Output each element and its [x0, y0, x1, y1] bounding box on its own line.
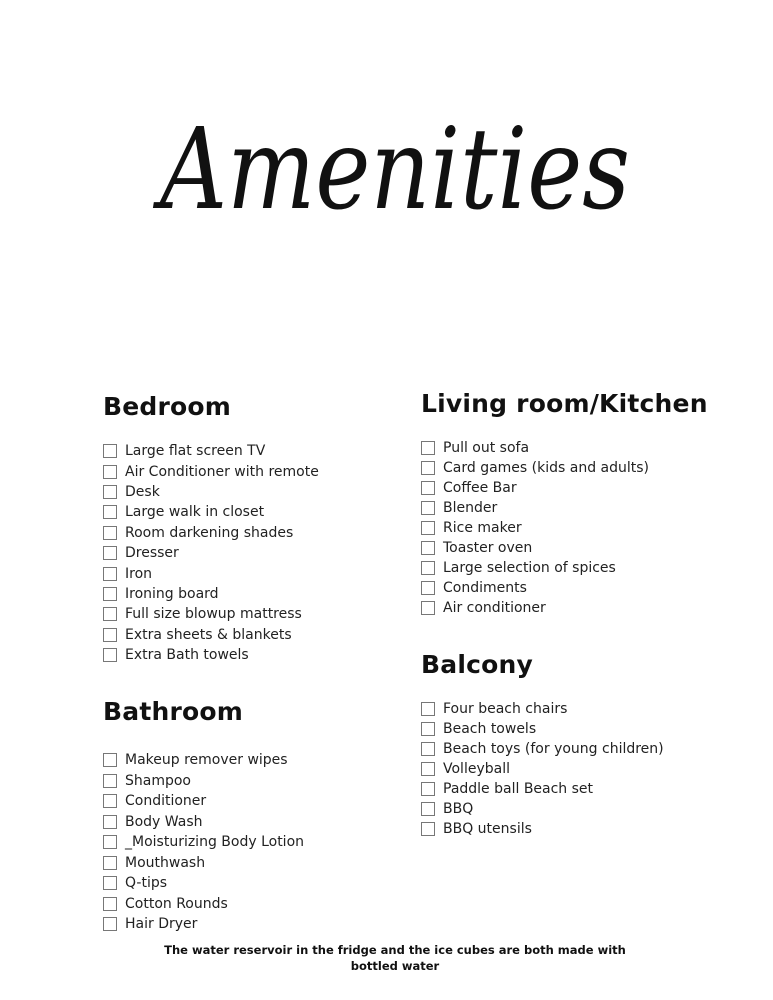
- section-bathroom: [103, 697, 304, 935]
- checkbox[interactable]: [103, 794, 117, 808]
- checklist-item-label: Extra Bath towels: [125, 647, 249, 664]
- checklist-item-label: Coffee Bar: [443, 480, 517, 496]
- checkbox[interactable]: [103, 648, 117, 662]
- checkbox[interactable]: [421, 742, 435, 756]
- checklist-item-label: Volleyball: [443, 761, 510, 777]
- checklist-item-label: Large flat screen TV: [125, 443, 266, 460]
- section-heading-bathroom: Bathroom: [103, 697, 244, 726]
- checkbox[interactable]: [103, 835, 117, 849]
- checklist-item-label: Makeup remover wipes: [125, 752, 288, 769]
- checklist-item-label: Blender: [443, 500, 498, 516]
- checklist-item-label: Room darkening shades: [125, 524, 294, 541]
- checkbox[interactable]: [421, 441, 435, 455]
- checklist-item: [421, 498, 708, 518]
- checkbox[interactable]: [421, 702, 435, 716]
- section-heading-balcony: Balcony: [421, 650, 533, 679]
- checkbox[interactable]: [421, 501, 435, 515]
- checklist-item-label: Air conditioner: [443, 600, 546, 616]
- checklist-item: [103, 502, 319, 522]
- checklist-item: [103, 523, 319, 543]
- checkbox[interactable]: [421, 481, 435, 495]
- checklist-item-label: Hair Dryer: [125, 916, 198, 933]
- checklist-item: [103, 441, 319, 461]
- checklist-item: [103, 482, 319, 502]
- checklist-item-label: Card games (kids and adults): [443, 460, 650, 476]
- checklist-item: [103, 563, 319, 583]
- checklist-item: [421, 799, 664, 819]
- section-balcony: [421, 650, 664, 839]
- checklist-item-label: Q-tips: [125, 875, 168, 892]
- checklist-item-label: Beach towels: [443, 721, 537, 737]
- checklist-item: [103, 914, 304, 935]
- footer-note: The water reservoir in the fridge and the ice cubes are both made with bottled water: [164, 943, 626, 973]
- checklist-item: [421, 538, 708, 558]
- page-title-text: Amenities: [152, 105, 630, 235]
- checklist-item: [421, 478, 708, 498]
- checkbox[interactable]: [421, 601, 435, 615]
- checklist: [103, 750, 304, 935]
- checkbox[interactable]: [103, 753, 117, 767]
- checkbox[interactable]: [103, 444, 117, 458]
- checkbox[interactable]: [103, 815, 117, 829]
- section-heading-living-kitchen: Living room/Kitchen: [421, 389, 708, 418]
- checklist-item-label: Cotton Rounds: [125, 895, 228, 912]
- checklist-item-label: _Moisturizing Body Lotion: [125, 834, 305, 851]
- checklist-item: [421, 598, 708, 618]
- checklist-item: [103, 832, 304, 853]
- checkbox[interactable]: [103, 485, 117, 499]
- checklist-item: [103, 461, 319, 481]
- checklist-item-label: Body Wash: [125, 813, 203, 830]
- section-living-kitchen: [421, 389, 708, 618]
- checkbox[interactable]: [103, 774, 117, 788]
- checklist-item-label: Iron: [125, 565, 153, 582]
- checklist-item-label: BBQ: [443, 801, 474, 817]
- checkbox[interactable]: [421, 561, 435, 575]
- checklist-item: [103, 791, 304, 812]
- checklist-item-label: Extra sheets & blankets: [125, 626, 292, 643]
- checklist-item-label: Conditioner: [125, 793, 207, 810]
- checkbox[interactable]: [103, 917, 117, 931]
- checklist-item-label: Condiments: [443, 580, 527, 596]
- checklist-item-label: BBQ utensils: [443, 821, 532, 837]
- checklist-item: [103, 853, 304, 874]
- checkbox[interactable]: [103, 876, 117, 890]
- checkbox[interactable]: [421, 541, 435, 555]
- checklist-item: [103, 584, 319, 604]
- checklist-item-label: Mouthwash: [125, 854, 206, 871]
- section-heading-bedroom: Bedroom: [103, 392, 232, 421]
- checklist-item: [421, 719, 664, 739]
- checkbox[interactable]: [421, 782, 435, 796]
- checkbox[interactable]: [103, 546, 117, 560]
- checklist-item-label: Large selection of spices: [443, 560, 616, 576]
- checkbox[interactable]: [103, 465, 117, 479]
- checkbox[interactable]: [103, 628, 117, 642]
- checkbox[interactable]: [103, 856, 117, 870]
- checklist-item: [421, 578, 708, 598]
- checklist-item-label: Beach toys (for young children): [443, 741, 664, 757]
- checklist-item: [103, 894, 304, 915]
- section-bedroom: [103, 392, 319, 665]
- checkbox[interactable]: [103, 526, 117, 540]
- checklist-item-label: Pull out sofa: [443, 440, 530, 456]
- checklist-item-label: Air Conditioner with remote: [125, 463, 319, 480]
- checkbox[interactable]: [103, 505, 117, 519]
- checklist-item-label: Toaster oven: [443, 540, 533, 556]
- checklist-item: [421, 438, 708, 458]
- checkbox[interactable]: [421, 581, 435, 595]
- checklist-item: [103, 750, 304, 771]
- page-title: [150, 90, 640, 270]
- checklist-item: [103, 771, 304, 792]
- checkbox[interactable]: [421, 802, 435, 816]
- checkbox[interactable]: [103, 587, 117, 601]
- checklist: [103, 441, 319, 665]
- checklist-item-label: Rice maker: [443, 520, 522, 536]
- checklist-item: [421, 558, 708, 578]
- checklist-item: [421, 458, 708, 478]
- checkbox[interactable]: [421, 521, 435, 535]
- checklist-item: [421, 518, 708, 538]
- checklist-item-label: Dresser: [125, 545, 179, 562]
- checkbox[interactable]: [103, 897, 117, 911]
- checklist-item: [103, 873, 304, 894]
- checklist-item-label: Desk: [125, 483, 160, 500]
- checklist-item-label: Ironing board: [125, 585, 219, 602]
- checklist-item-label: Shampoo: [125, 772, 191, 789]
- checkbox[interactable]: [421, 461, 435, 475]
- checklist-item-label: Large walk in closet: [125, 504, 265, 521]
- checklist: [421, 699, 664, 839]
- checkbox[interactable]: [103, 607, 117, 621]
- checklist-item: [421, 819, 664, 839]
- checklist-item-label: Paddle ball Beach set: [443, 781, 594, 797]
- checklist-item: [103, 625, 319, 645]
- checkbox[interactable]: [421, 722, 435, 736]
- checklist-item: [103, 645, 319, 665]
- checklist-item-label: Four beach chairs: [443, 701, 568, 717]
- checklist-item: [103, 812, 304, 833]
- checklist-item: [421, 759, 664, 779]
- checkbox[interactable]: [421, 822, 435, 836]
- checklist-item: [421, 739, 664, 759]
- checklist-item-label: Full size blowup mattress: [125, 606, 302, 623]
- checklist-item: [103, 543, 319, 563]
- checkbox[interactable]: [103, 567, 117, 581]
- checklist: [421, 438, 708, 618]
- checklist-item: [421, 699, 664, 719]
- checkbox[interactable]: [421, 762, 435, 776]
- checklist-item: [103, 604, 319, 624]
- checklist-item: [421, 779, 664, 799]
